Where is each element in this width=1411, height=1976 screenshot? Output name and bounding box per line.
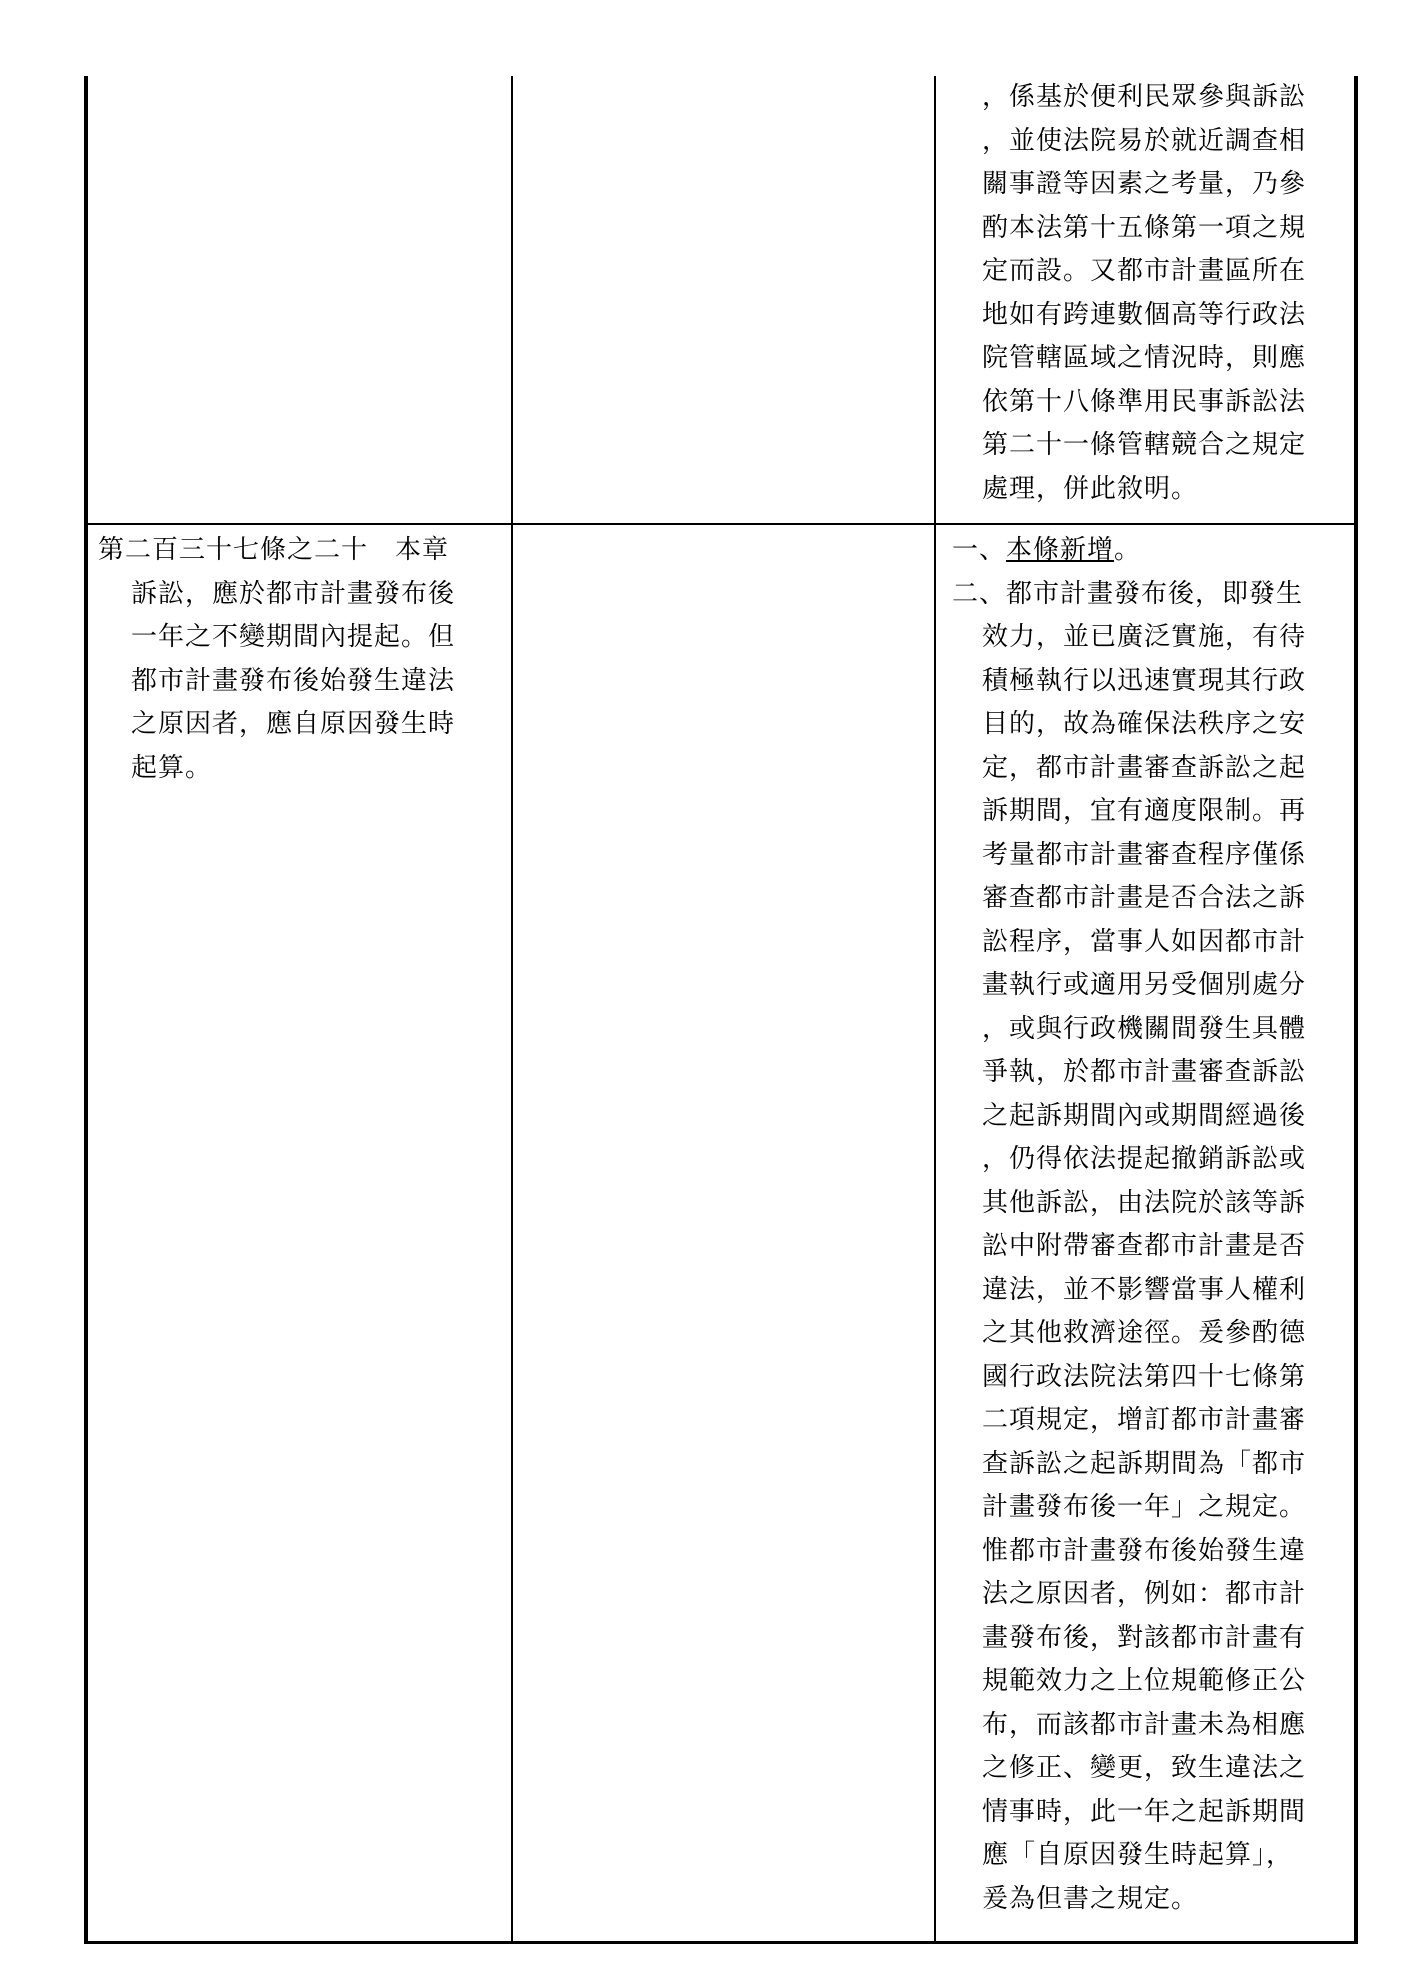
explanation-line: 積極執行以迅速實現其行政 (982, 665, 1307, 696)
article-line: 一年之不變期間內提起。但 (131, 622, 456, 652)
explanation-line: ，或與行政機關間發生具體 (982, 1013, 1307, 1044)
explanation-line: 情事時，此一年之起訴期間 (982, 1796, 1307, 1827)
explanation-line: 惟都市計畫發布後始發生違 (982, 1535, 1307, 1566)
article-line: 都市計畫發布後始發生違法 (131, 665, 456, 696)
explanation-line: 訟中附帶審查都市計畫是否 (982, 1231, 1307, 1261)
explanation-line: ，並使法院易於就近調查相 (982, 125, 1307, 156)
explanation-line: 違法，並不影響當事人權利 (982, 1274, 1307, 1305)
explanation-line: 定，都市計畫審查訴訟之起 (982, 752, 1307, 783)
article-line: 之原因者，應自原因發生時 (131, 709, 456, 739)
explanation-line: 之起訴期間內或期間經過後 (982, 1100, 1307, 1131)
explanation-line: 爰為但書之規定。 (982, 1883, 1199, 1914)
table-border-right (1354, 76, 1358, 1944)
explanation-line: 第二十一條管轄競合之規定 (982, 430, 1307, 460)
explanation-line: 布，而該都市計畫未為相應 (982, 1709, 1307, 1740)
explanation-line: ，仍得依法提起撤銷訴訟或 (982, 1144, 1307, 1174)
explanation-line: 查訴訟之起訴期間為「都市 (982, 1448, 1307, 1479)
table-border-bottom (84, 1941, 1358, 1944)
item-number: 二、 (952, 578, 1007, 609)
explanation-line: 定而設。又都市計畫區所在 (982, 256, 1307, 286)
explanation-line: 院管轄區域之情況時，則應 (982, 343, 1307, 373)
row1-explanation-cell (982, 76, 1334, 511)
punctuation: 。 (1114, 535, 1142, 565)
explanation-line: 地如有跨連數個高等行政法 (982, 299, 1307, 330)
explanation-line: 之其他救濟途徑。爰參酌德 (982, 1318, 1307, 1348)
explanation-item-1 (952, 529, 1344, 573)
article-line: 訴訟，應於都市計畫發布後 (131, 578, 456, 609)
row-divider (84, 523, 1358, 525)
explanation-line: 之修正、變更，致生違法之 (982, 1753, 1307, 1783)
explanation-line: 依第十八條準用民事訴訟法 (982, 386, 1307, 417)
explanation-line: 處理，併此敘明。 (982, 473, 1199, 504)
explanation-line: 其他訴訟，由法院於該等訴 (982, 1187, 1307, 1218)
explanation-line: 訟程序，當事人如因都市計 (982, 926, 1307, 957)
explanation-line: 目的，故為確保法秩序之安 (982, 709, 1307, 739)
explanation-line: 計畫發布後一年」之規定。 (982, 1492, 1307, 1522)
explanation-line: ，係基於便利民眾參與訴訟 (982, 82, 1307, 112)
row2-article-cell (98, 529, 493, 790)
explanation-line: 酌本法第十五條第一項之規 (982, 212, 1307, 243)
explanation-line: 規範效力之上位規範修正公 (982, 1666, 1307, 1696)
explanation-item-2 (952, 573, 1344, 617)
explanation-line: 都市計畫發布後，即發生 (1006, 578, 1304, 609)
explanation-line: 法之原因者，例如：都市計 (982, 1579, 1307, 1609)
explanation-line: 國行政法院法第四十七條第 (982, 1361, 1307, 1392)
explanation-line: 效力，並已廣泛實施，有待 (982, 622, 1307, 652)
new-article-note: 本條新增 (1006, 535, 1115, 565)
explanation-line: 考量都市計畫審查程序僅係 (982, 839, 1307, 870)
explanation-line: 關事證等因素之考量，乃參 (982, 169, 1307, 199)
explanation-item-2-body (952, 616, 1344, 1921)
table-border-left (84, 76, 88, 1944)
explanation-line: 畫執行或適用另受個別處分 (982, 970, 1307, 1000)
explanation-line: 爭執，於都市計畫審查訴訟 (982, 1057, 1307, 1087)
article-line: 起算。 (131, 752, 213, 783)
column-divider-2 (934, 76, 936, 1944)
article-heading-line: 第二百三十七條之二十 本章 (98, 535, 450, 565)
explanation-line: 應「自原因發生時起算」， (982, 1840, 1294, 1870)
column-divider-1 (511, 76, 513, 1944)
explanation-line: 畫發布後，對該都市計畫有 (982, 1622, 1307, 1653)
explanation-line: 審查都市計畫是否合法之訴 (982, 883, 1307, 913)
item-number: 一、 (952, 535, 1007, 565)
explanation-line: 二項規定，增訂都市計畫審 (982, 1405, 1307, 1435)
comparison-table (84, 76, 1358, 1944)
explanation-line: 訴期間，宜有適度限制。再 (982, 796, 1307, 826)
row2-explanation-cell (952, 529, 1344, 1921)
